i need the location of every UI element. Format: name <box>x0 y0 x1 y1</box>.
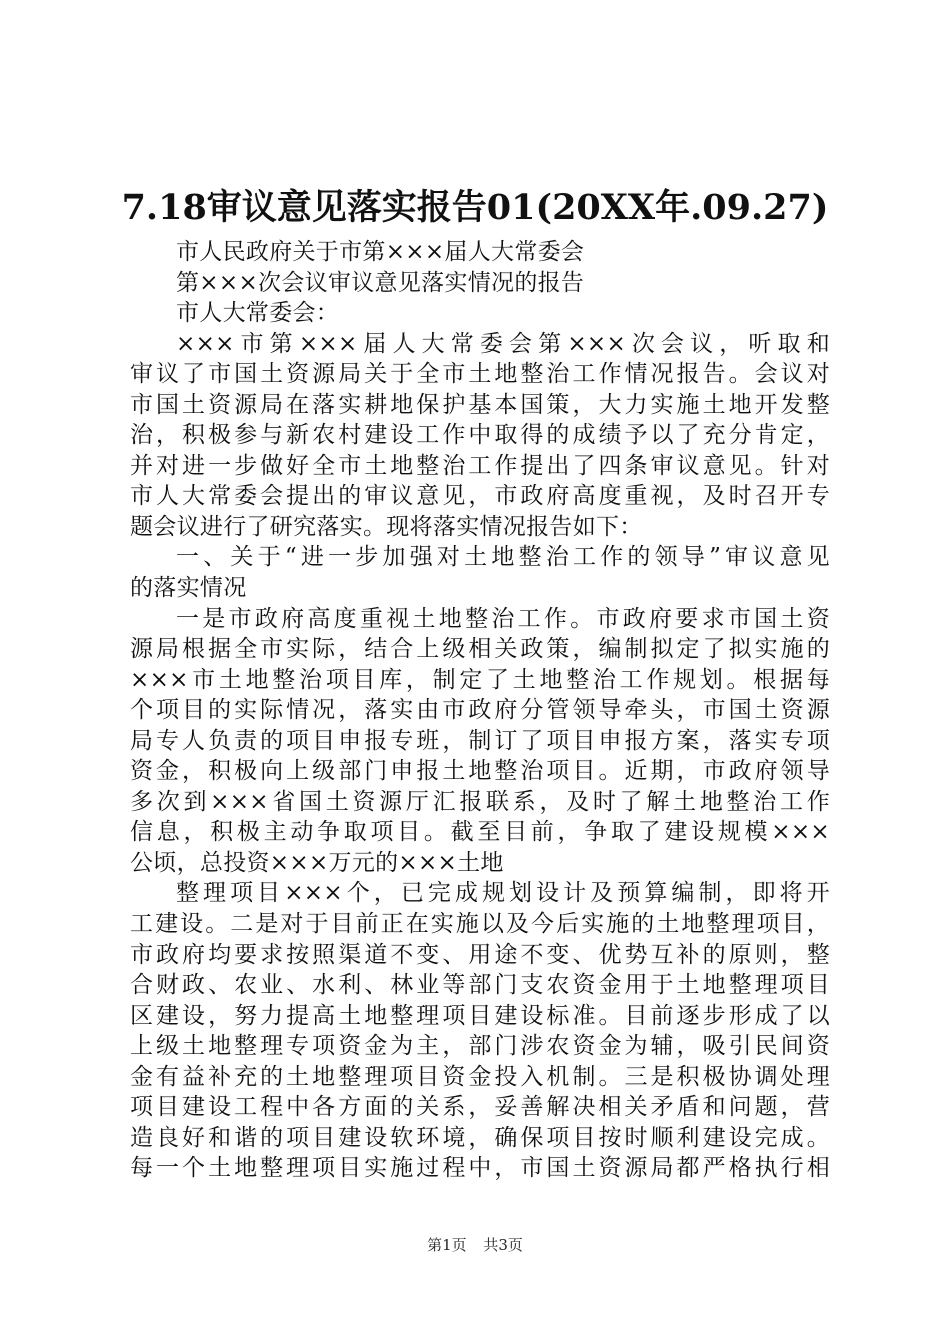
body-line: 区建设，努力提高土地整理项目建设标准。目前逐步形成了以 <box>130 1002 830 1029</box>
body-line: 个项目的实际情况，落实由市政府分管领导牵头，市国土资源 <box>130 697 830 724</box>
body-line: 题会议进行了研究落实。现将落实情况报告如下： <box>130 513 643 540</box>
body-line: 资金，积极向上级部门申报土地整治项目。近期，市政府领导 <box>130 758 830 785</box>
body-line: 金有益补充的土地整理项目资金投入机制。三是积极协调处理 <box>130 1063 830 1090</box>
body-line: 多次到×××省国土资源厅汇报联系，及时了解土地整治工作 <box>130 788 830 815</box>
body-line: 一、关于“进一步加强对土地整治工作的领导”审议意见 <box>176 544 830 571</box>
document-title: 7.18审议意见落实报告01(20XX年.09.27) <box>121 187 829 228</box>
page-total: 共3页 <box>483 1236 523 1254</box>
body-line: 工建设。二是对于目前正在实施以及今后实施的土地整理项目， <box>130 911 830 938</box>
body-line: 并对进一步做好全市土地整治工作提出了四条审议意见。针对 <box>130 452 830 479</box>
body-line: 公顷，总投资×××万元的×××土地 <box>130 849 504 876</box>
body-line: 市政府均要求按照渠道不变、用途不变、优势互补的原则，整 <box>130 941 830 968</box>
body-line: 市人民政府关于市第×××届人大常委会 <box>176 239 585 265</box>
body-line: 项目建设工程中各方面的关系，妥善解决相关矛盾和问题，营 <box>130 1094 830 1121</box>
body-line: 审议了市国土资源局关于全市土地整治工作情况报告。会议对 <box>130 361 830 388</box>
body-line: 治，积极参与新农村建设工作中取得的成绩予以了充分肯定， <box>130 422 830 449</box>
body-line: 的落实情况 <box>130 575 247 602</box>
page-footer <box>0 1235 950 1255</box>
body-line: 源局根据全市实际，结合上级相关政策，编制拟定了拟实施的 <box>130 636 830 663</box>
body-line: 市国土资源局在落实耕地保护基本国策，大力实施土地开发整 <box>130 391 830 418</box>
body-line: 市人大常委会提出的审议意见，市政府高度重视，及时召开专 <box>130 483 830 510</box>
body-line: ×××市土地整治项目库，制定了土地整治工作规划。根据每 <box>130 666 830 693</box>
page-number: 第1页 <box>427 1236 467 1254</box>
body-line: 一是市政府高度重视土地整治工作。市政府要求市国土资 <box>176 605 830 632</box>
body-line: 局专人负责的项目申报专班，制订了项目申报方案，落实专项 <box>130 727 830 754</box>
body-line: 第×××次会议审议意见落实情况的报告 <box>176 269 585 296</box>
body-line: ×××市第×××届人大常委会第×××次会议，听取和 <box>176 330 830 357</box>
body-line: 信息，积极主动争取项目。截至目前，争取了建设规模××× <box>130 819 830 846</box>
body-line: 整理项目×××个，已完成规划设计及预算编制，即将开 <box>176 880 830 907</box>
body-line: 合财政、农业、水利、林业等部门支农资金用于土地整理项目 <box>130 972 830 999</box>
document-body <box>130 237 830 1184</box>
body-line: 市人大常委会： <box>176 300 340 327</box>
body-line: 上级土地整理专项资金为主，部门涉农资金为辅，吸引民间资 <box>130 1033 830 1060</box>
body-line: 造良好和谐的项目建设软环境，确保项目按时顺利建设完成。 <box>130 1124 830 1151</box>
body-line: 每一个土地整理项目实施过程中，市国土资源局都严格执行相 <box>130 1155 830 1182</box>
